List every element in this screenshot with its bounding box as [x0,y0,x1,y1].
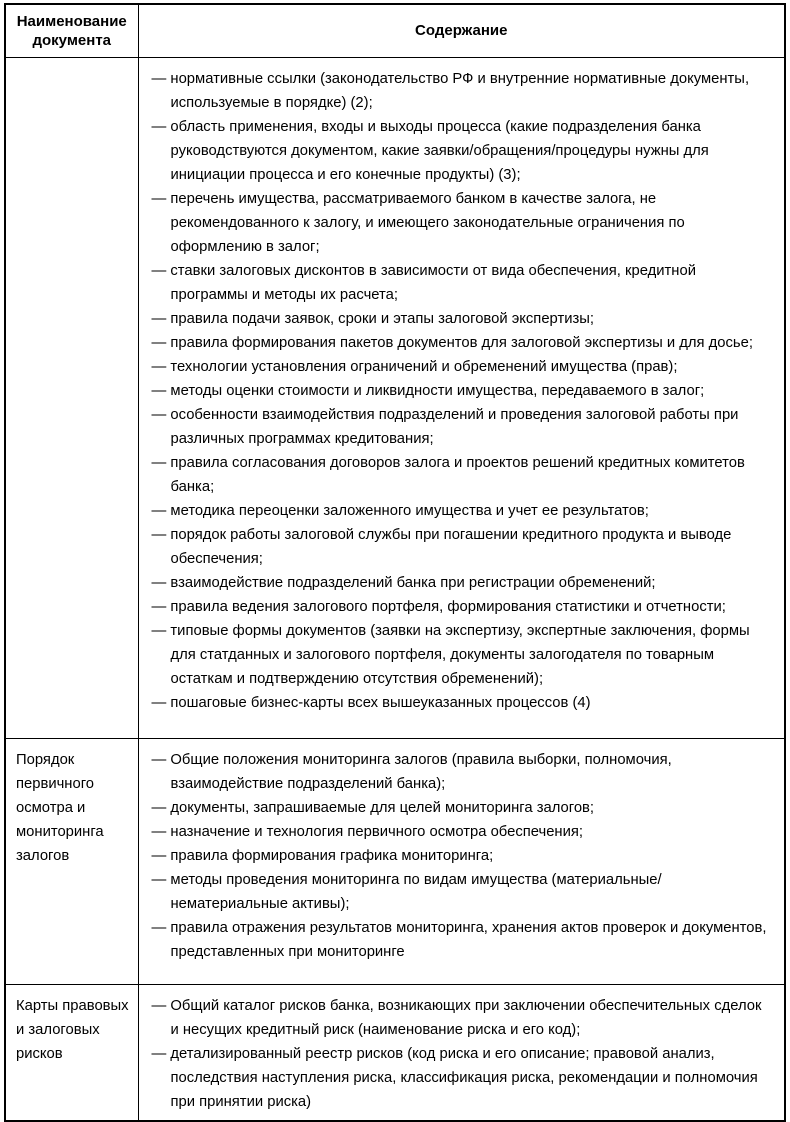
documents-table [4,3,786,1122]
content-item: — перечень имущества, рассматриваемого банком в качестве залога, не рекомендованного к залогу, и имеющего законодательные ограничения по оформлению в залог; [152,187,773,259]
content-item: — детализированный реестр рисков (код риска и его описание; правовой анализ, последствия наступления риска, классификация риска, рекомендации и полномочия при принятии риска) [152,1042,773,1114]
column-header-content: Содержание [138,4,785,57]
document-content-cell [138,984,785,1121]
content-item: — правила отражения результатов мониторинга, хранения актов проверок и документов, представленных при мониторинге [152,916,773,964]
content-item: — документы, запрашиваемые для целей мониторинга залогов; [152,796,773,820]
column-header-document-name: Наименование документа [5,4,138,57]
document-content-cell [138,738,785,984]
document-content-cell [138,57,785,738]
content-item: — область применения, входы и выходы процесса (какие подразделения банка руководствуются документом, какие заявки/обращения/процедуры нужны для инициации процесса и его конечные продукты) (3); [152,115,773,187]
content-item: — правила формирования пакетов документов для залоговой экспертизы и для досье; [152,331,773,355]
content-item: — пошаговые бизнес-карты всех вышеуказанных процессов (4) [152,691,773,715]
content-item: — типовые формы документов (заявки на экспертизу, экспертные заключения, формы для статданных и залогового портфеля, документы залогодателя по товарным остаткам и подтверждению отсутствия обременений); [152,619,773,691]
content-item: — взаимодействие подразделений банка при регистрации обременений; [152,571,773,595]
table-header-row [5,4,785,57]
content-item: — Общие положения мониторинга залогов (правила выборки, полномочия, взаимодействие подразделений банка); [152,748,773,796]
content-item: — методы оценки стоимости и ликвидности имущества, передаваемого в залог; [152,379,773,403]
content-item: — методы проведения мониторинга по видам имущества (материальные/нематериальные активы); [152,868,773,916]
content-item: — порядок работы залоговой службы при погашении кредитного продукта и выводе обеспечения; [152,523,773,571]
content-item: — Общий каталог рисков банка, возникающих при заключении обеспечительных сделок и несущих кредитный риск (наименование риска и его код); [152,994,773,1042]
content-item: — правила формирования графика мониторинга; [152,844,773,868]
content-item: — правила подачи заявок, сроки и этапы залоговой экспертизы; [152,307,773,331]
content-item: — назначение и технология первичного осмотра обеспечения; [152,820,773,844]
content-item: — технологии установления ограничений и обременений имущества (прав); [152,355,773,379]
content-item: — правила согласования договоров залога и проектов решений кредитных комитетов банка; [152,451,773,499]
document-name-cell: Карты правовых и залоговых рисков [5,984,138,1121]
document-name-cell: Порядок первичного осмотра и мониторинга залогов [5,738,138,984]
document-name-cell [5,57,138,738]
content-item: — правила ведения залогового портфеля, формирования статистики и отчетности; [152,595,773,619]
content-item: — ставки залоговых дисконтов в зависимости от вида обеспечения, кредитной программы и методы их расчета; [152,259,773,307]
table-body [5,57,785,1121]
table-row [5,738,785,984]
table-row [5,57,785,738]
content-item: — особенности взаимодействия подразделений и проведения залоговой работы при различных программах кредитования; [152,403,773,451]
content-item: — нормативные ссылки (законодательство РФ и внутренние нормативные документы, используемые в порядке) (2); [152,67,773,115]
content-item: — методика переоценки заложенного имущества и учет ее результатов; [152,499,773,523]
table-row [5,984,785,1121]
